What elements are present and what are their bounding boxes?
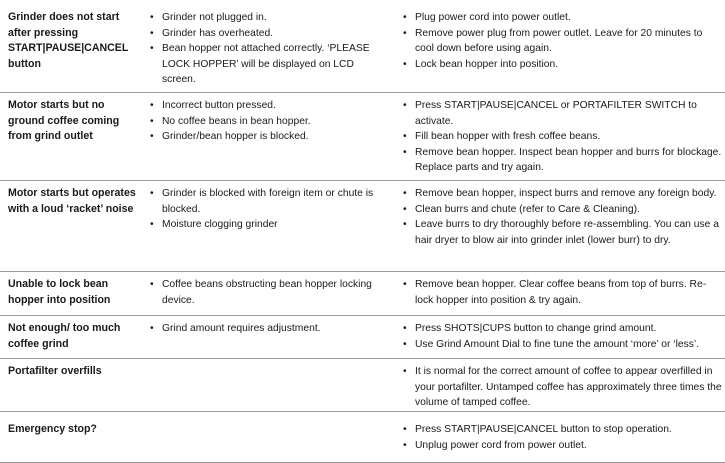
- cause-item: • Moisture clogging grinder: [149, 217, 389, 233]
- solution-item: • Remove power plug from power outlet. Leave for 20 minutes to cool down before using again.: [402, 26, 722, 57]
- cause-item: • No coffee beans in bean hopper.: [149, 114, 389, 130]
- cause-item: • Grinder has overheated.: [149, 26, 389, 42]
- possible-causes: [149, 321, 389, 337]
- table-row: [0, 181, 725, 272]
- solution-item: • Unplug power cord from power outlet.: [402, 438, 722, 454]
- problem-label: Not enough/ too much coffee grind: [8, 322, 121, 350]
- solutions: [402, 321, 722, 352]
- solutions: [402, 277, 722, 308]
- table-row: [0, 272, 725, 316]
- table-row: [0, 359, 725, 412]
- solution-item: • Lock bean hopper into position.: [402, 57, 722, 73]
- solution-item: • Fill bean hopper with fresh coffee beans.: [402, 129, 722, 145]
- solutions: [402, 364, 722, 411]
- solution-item: • Remove bean hopper. Clear coffee beans from top of burrs. Re-lock hopper into position & try again.: [402, 277, 722, 308]
- solution-item: • Leave burrs to dry thoroughly before re-assembling. You can use a hair dryer to blow air into grinder inlet (lower burr) to dry.: [402, 217, 722, 248]
- table-row: [0, 412, 725, 463]
- solution-item: • Clean burrs and chute (refer to Care & Cleaning).: [402, 202, 722, 218]
- solutions: [402, 98, 722, 176]
- cause-item: • Coffee beans obstructing bean hopper locking device.: [149, 277, 389, 308]
- solution-item: • Remove bean hopper, inspect burrs and remove any foreign body.: [402, 186, 722, 202]
- table-row: [0, 93, 725, 181]
- problem-label: Motor starts but operates with a loud ‘racket’ noise: [8, 187, 136, 215]
- cause-item: • Grind amount requires adjustment.: [149, 321, 389, 337]
- cause-item: • Grinder is blocked with foreign item or chute is blocked.: [149, 186, 389, 217]
- solution-item: • Press START|PAUSE|CANCEL button to stop operation.: [402, 422, 722, 438]
- solutions: [402, 422, 722, 453]
- solution-item: • Use Grind Amount Dial to fine tune the amount ‘more’ or ‘less’.: [402, 337, 722, 353]
- possible-causes: [149, 98, 389, 145]
- possible-causes: [149, 277, 389, 308]
- problem-label: Grinder does not start after pressing START|PAUSE|CANCEL button: [8, 11, 129, 70]
- possible-causes: [149, 186, 389, 233]
- cause-item: • Bean hopper not attached correctly. ‘PLEASE LOCK HOPPER’ will be displayed on LCD screen.: [149, 41, 389, 88]
- table-row: [0, 0, 725, 93]
- cause-item: • Incorrect button pressed.: [149, 98, 389, 114]
- solution-item: • Remove bean hopper. Inspect bean hopper and burrs for blockage. Replace parts and try again.: [402, 145, 722, 176]
- problem-label: Unable to lock bean hopper into position: [8, 278, 111, 306]
- problem-label: Emergency stop?: [8, 423, 97, 435]
- cause-item: • Grinder/bean hopper is blocked.: [149, 129, 389, 145]
- solution-item: • Press SHOTS|CUPS button to change grind amount.: [402, 321, 722, 337]
- table-row: [0, 316, 725, 359]
- cause-item: • Grinder not plugged in.: [149, 10, 389, 26]
- solution-item: • Press START|PAUSE|CANCEL or PORTAFILTER SWITCH to activate.: [402, 98, 722, 129]
- solutions: [402, 10, 722, 72]
- solutions: [402, 186, 722, 248]
- possible-causes: [149, 10, 389, 88]
- solution-item: • Plug power cord into power outlet.: [402, 10, 722, 26]
- problem-label: Portafilter overfills: [8, 365, 102, 377]
- problem-label: Motor starts but no ground coffee coming from grind outlet: [8, 99, 120, 142]
- solution-item: • It is normal for the correct amount of coffee to appear overfilled in your portafilter. Untamped coffee has approximately three times the volume of tamped coffee.: [402, 364, 722, 411]
